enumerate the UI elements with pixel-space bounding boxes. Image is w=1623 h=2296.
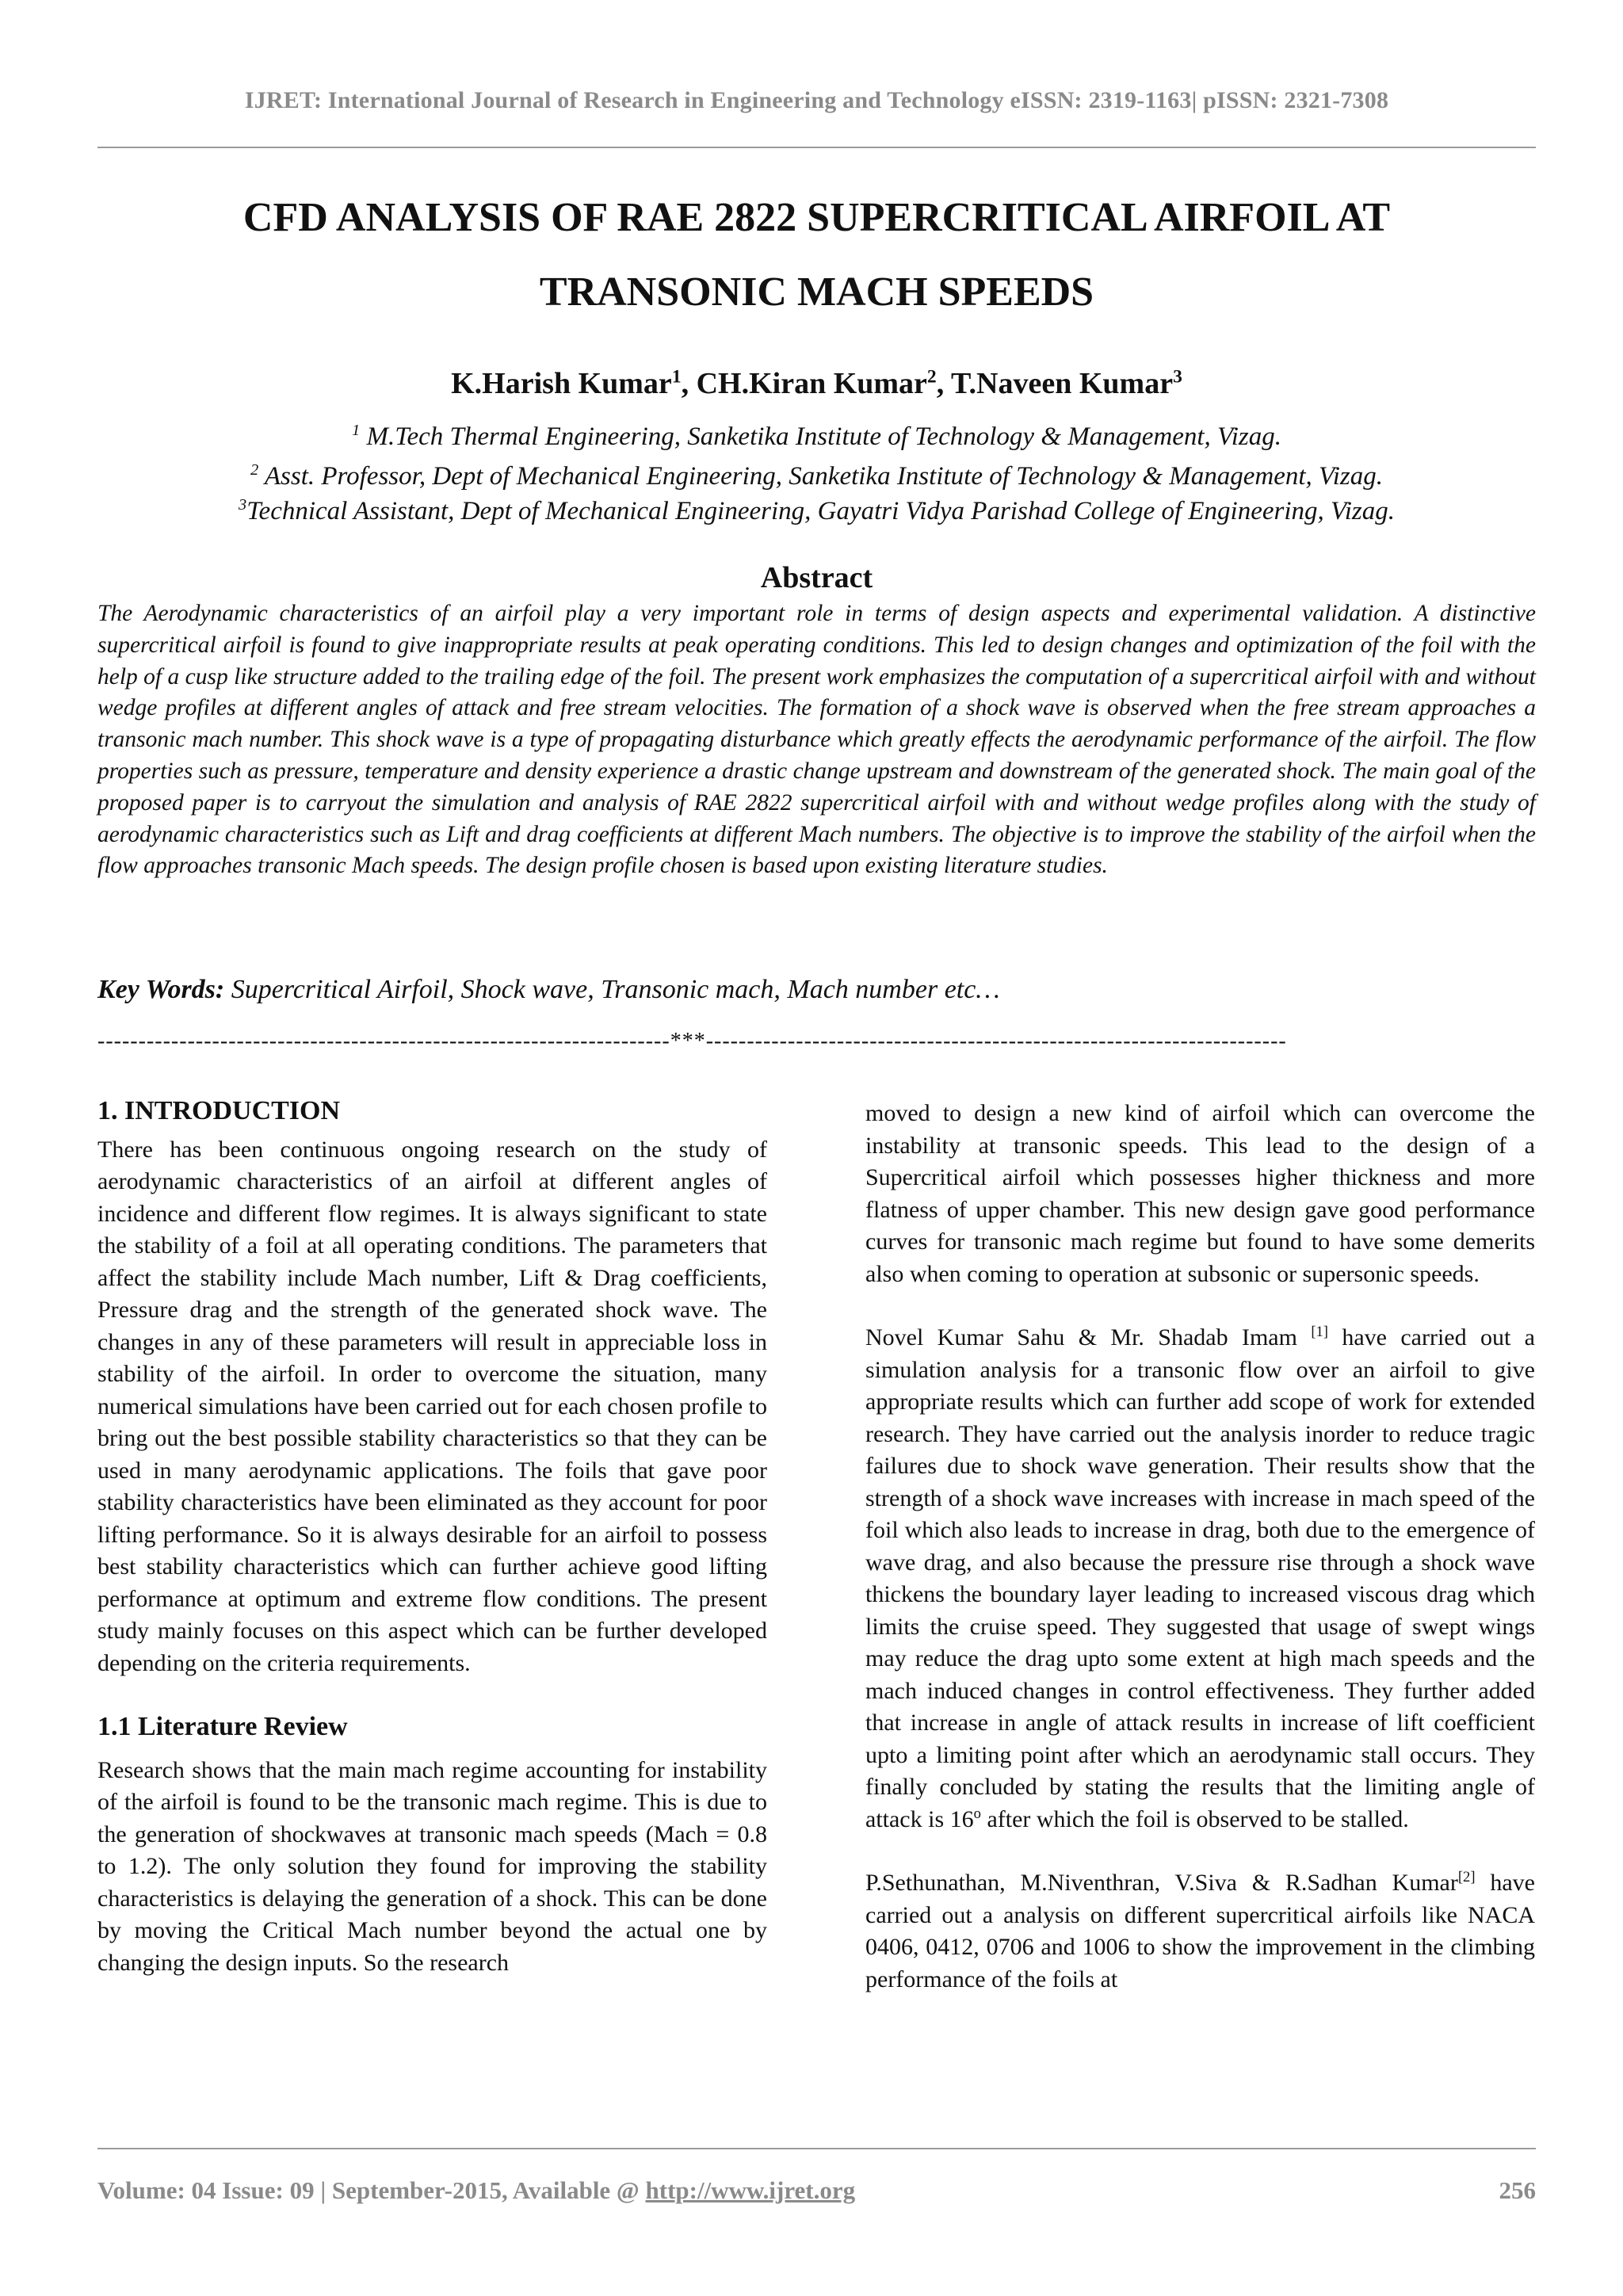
- header-rule: [97, 147, 1536, 148]
- affiliation-1: $^1$ M.Tech Thermal Engineering, Sanketika Institute of Technology & Management, Vizag.: [351, 422, 1281, 451]
- affiliation-2: $^2$ Asst. Professor, Dept of Mechanical Engineering, Sanketika Institute of Technology & Management, Vizag.: [250, 461, 1383, 491]
- right-paragraph-2: Novel Kumar Sahu & Mr. Shadab Imam [1] have carried out a simulation analysis for a transonic flow over an airfoil to give appropriate results which can further add scope of work for extended research. They have carried out the analysis inorder to reduce tragic failures due to shock wave generation. Their results show that the strength of a shock wave increases with increase in mach speed of the foil which also leads to increase in drag, both due to the emergence of wave drag, and also because the pressure rise through a shock wave thickens the boundary layer leading to increased viscous drag which limits the cruise speed. They suggested that usage of swept wings may reduce the drag upto some extent at high mach speeds and the mach induced changes in control effectiveness. They further added that increase in angle of attack results in increase of lift coefficient upto a limiting point after which an aerodynamic stall occurs. They finally concluded by stating the results that the limiting angle of attack is 16$^o$ after which the foil is observed to be stalled.: [865, 1324, 1535, 1832]
- page-number: 256: [1499, 2176, 1536, 2204]
- left-column: [97, 1095, 767, 1979]
- page-footer: [97, 2176, 1536, 2205]
- title-line-1: CFD ANALYSIS OF RAE 2822 SUPERCRITICAL AIRFOIL AT: [242, 195, 1391, 240]
- right-paragraph-3: P.Sethunathan, M.Niventhran, V.Siva & R.Sadhan Kumar[2] have carried out a analysis on different supercritical airfoils like NACA 0406, 0412, 0706 and 1006 to show the improvement in the climbing performance of the foils at: [865, 1869, 1535, 1992]
- right-column: [865, 1098, 1535, 1996]
- intro-heading: 1. INTRODUCTION: [97, 1096, 341, 1125]
- author-3-mark: 3: [1173, 366, 1182, 388]
- author-3: T.Naveen Kumar: [951, 367, 1174, 400]
- journal-link[interactable]: http://www.ijret.org: [645, 2176, 856, 2204]
- keywords-label: Key Words:: [97, 975, 225, 1004]
- abstract-heading: Abstract: [760, 561, 873, 594]
- reference-2: [2]: [1457, 1869, 1476, 1885]
- intro-text: There has been continuous ongoing research on the study of aerodynamic characteristics of an airfoil at different angles of incidence and different flow regimes. It is always significant to state the stability of a foil at all operating conditions. The parameters that affect the stability include Mach number, Lift & Drag coefficients, Pressure drag and the strength of the generated shock wave. The changes in any of these parameters will result in appreciable loss in stability of the airfoil. In order to overcome the situation, many numerical simulations have been carried out for each chosen profile to bring out the best possible stability characteristics so that they can be used in many aerodynamic applications. The foils that gave poor stability characteristics have been eliminated as they account for poor lifting performance. So it is always desirable for an airfoil to possess best stability characteristics which can further achieve good lifting performance at optimum and extreme flow conditions. The present study mainly focuses on this aspect which can be further developed depending on the criteria requirements.: [97, 1136, 767, 1676]
- author-list: K.Harish Kumar$^1$, CH.Kiran Kumar$^2$, T.Naveen Kumar$^3$: [451, 366, 1182, 400]
- author-1-mark: 1: [671, 366, 682, 388]
- reference-1: [1]: [1311, 1324, 1328, 1340]
- title-line-2: TRANSONIC MACH SPEEDS: [539, 269, 1094, 315]
- right-paragraph-1: moved to design a new kind of airfoil which can overcome the instability at transonic speeds. This lead to the design of a Supercritical airfoil which possesses higher thickness and more flatness of upper chamber. This new design gave good performance curves for transonic mach regime but found to have some demerits also when coming to operation at subsonic or supersonic speeds.: [865, 1100, 1535, 1287]
- footer-volume: Volume: 04 Issue: 09 | September-2015, Available @: [97, 2176, 646, 2204]
- keywords-text: Supercritical Airfoil, Shock wave, Transonic mach, Mach number etc…: [224, 975, 1000, 1004]
- journal-header: IJRET: International Journal of Research in Engineering and Technology eISSN: 2319-1163| pISSN: 2321-7308: [244, 87, 1389, 113]
- section-separator: ----------------------------------------------------------------------***-----------------------------------------------------------------------: [97, 1029, 1287, 1053]
- author-1: K.Harish Kumar: [451, 367, 672, 400]
- abstract-text: The Aerodynamic characteristics of an airfoil play a very important role in terms of design aspects and experimental validation. A distinctive supercritical airfoil is found to give inappropriate results at peak operating conditions. This led to design changes and optimization of the foil with the help of a cusp like structure added to the trailing edge of the foil. The present work emphasizes the computation of a supercritical airfoil with and without wedge profiles at different angles of attack and free stream velocities. The formation of a shock wave is observed when the free stream approaches a transonic mach number. This shock wave is a type of propagating disturbance which greatly effects the aerodynamic performance of the airfoil. The flow properties such as pressure, temperature and density experience a drastic change upstream and downstream of the generated shock. The main goal of the proposed paper is to carryout the simulation and analysis of RAE 2822 supercritical airfoil with and without wedge profiles along with the study of aerodynamic characteristics such as Lift and drag coefficients at different Mach numbers. The objective is to improve the stability of the airfoil when the flow approaches transonic Mach speeds. The design profile chosen is based upon existing literature studies.: [97, 601, 1536, 879]
- lit-review-text: Research shows that the main mach regime accounting for instability of the airfoil is found to be the transonic mach regime. This is due to the generation of shockwaves at transonic mach speeds (Mach = 0.8 to 1.2). The only solution they found for improving the stability characteristics is delaying the generation of a shock. This can be done by moving the Critical Mach number beyond the actual one by changing the design inputs. So the research: [97, 1756, 767, 1976]
- footer-rule: [97, 2148, 1536, 2149]
- author-2-mark: 2: [926, 366, 937, 388]
- author-2: CH.Kiran Kumar: [696, 367, 927, 400]
- paper-title: [97, 181, 1536, 330]
- degree-mark: o: [973, 1805, 981, 1822]
- affiliation-3: $^3$Technical Assistant, Dept of Mechanical Engineering, Gayatri Vidya Parishad College of Engineering, Vizag.: [239, 496, 1395, 525]
- keywords: [97, 975, 1536, 1005]
- lit-review-heading: 1.1 Literature Review: [97, 1712, 348, 1741]
